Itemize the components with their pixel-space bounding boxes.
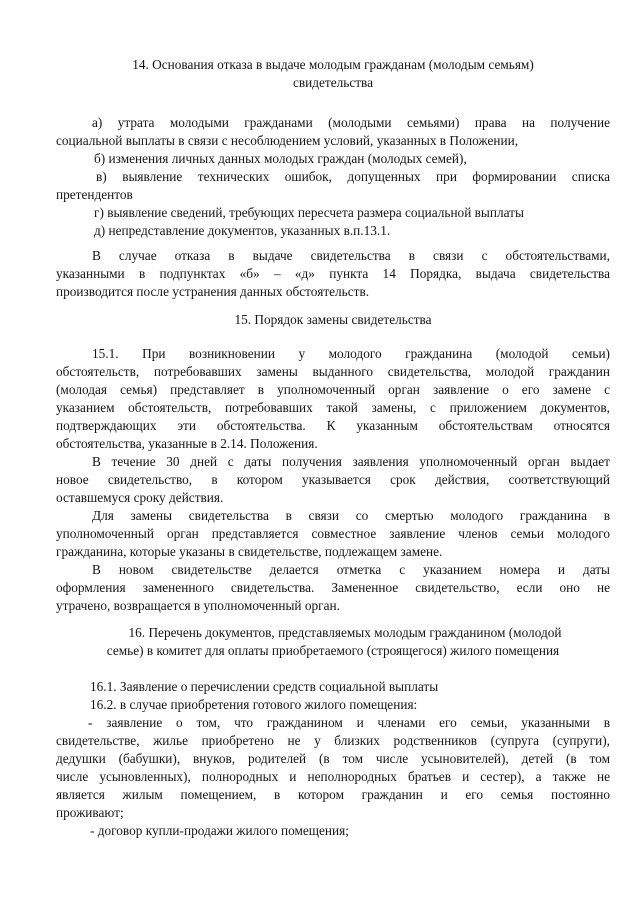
section-16-heading-line-1: 16. Перечень документов, представляемых молодым гражданином (молодой bbox=[128, 625, 562, 640]
p15-1-line-4: указанием обстоятельств, потребовавших такой замены, с приложением документов, bbox=[56, 400, 610, 415]
p15-2-line-2: новое свидетельство, в котором указывается срок действия, соответствующий bbox=[56, 472, 610, 487]
p15-3-line-1: Для замены свидетельства в связи со смертью молодого гражданина в bbox=[92, 508, 610, 523]
p16-2: 16.2. в случае приобретения готового жилого помещения: bbox=[90, 697, 418, 712]
p15-3-line-3: гражданина, которые указаны в свидетельстве, подлежащем замене. bbox=[56, 544, 443, 559]
item-g: г) выявление сведений, требующих пересчета размера социальной выплаты bbox=[94, 205, 524, 220]
item-d: д) непредставление документов, указанных в.п.13.1. bbox=[94, 223, 391, 238]
p16-4: - договор купли-продажи жилого помещения; bbox=[90, 823, 349, 838]
item-a-line-1: а) утрата молодыми гражданами (молодыми семьями) права на получение bbox=[92, 115, 610, 130]
item-v-line-1: в) выявление технических ошибок, допущенных при формировании списка bbox=[96, 169, 610, 184]
p16-3-line-2: свидетельстве, жилье приобретено не у близких родственников (супруга (супруги), bbox=[56, 733, 610, 748]
p15-1-line-6: обстоятельства, указанные в 2.14. Положения. bbox=[56, 436, 318, 451]
p15-1-line-3: (молодая семья) представляет в уполномоченный орган заявление о его замене с bbox=[56, 382, 610, 397]
p15-2-line-1: В течение 30 дней с даты получения заявления уполномоченный орган выдает bbox=[92, 454, 610, 469]
p16-3-line-5: является жилым помещением, в котором гражданин и его семья постоянно bbox=[56, 787, 610, 802]
p16-3-line-3: дедушки (бабушки), внуков, родителей (в том числе усыновителей), детей (в том bbox=[56, 751, 610, 766]
item-a-line-2: социальной выплаты в связи с несоблюдением условий, указанных в Положении, bbox=[56, 133, 519, 148]
section-14-heading-line-1: 14. Основания отказа в выдаче молодым гражданам (молодым семьям) bbox=[132, 57, 534, 72]
p15-1-line-5: подтверждающих эти обстоятельства. К указанным обстоятельствам относятся bbox=[56, 418, 610, 433]
refusal-line-1: В случае отказа в выдаче свидетельства в связи с обстоятельствами, bbox=[92, 248, 610, 263]
refusal-line-2: указанными в подпунктах «б» – «д» пункта 14 Порядка, выдача свидетельства bbox=[56, 266, 610, 281]
p16-3-line-4: числе усыновленных), полнородных и неполнородных братьев и сестер), а также не bbox=[56, 769, 610, 784]
p15-2-line-3: оставшемуся сроку действия. bbox=[56, 490, 224, 505]
section-16-heading-line-2: семье) в комитет для оплаты приобретаемого (строящегося) жилого помещения bbox=[106, 643, 560, 658]
p15-3-line-2: уполномоченный орган представляется совместное заявление членов семьи молодого bbox=[56, 526, 610, 541]
p15-1-line-1: 15.1. При возникновении у молодого гражданина (молодой семьи) bbox=[92, 346, 610, 361]
p15-4-line-2: оформления замененного свидетельства. Замененное свидетельство, если оно не bbox=[56, 580, 610, 595]
p16-1: 16.1. Заявление о перечислении средств социальной выплаты bbox=[90, 679, 439, 694]
section-14-heading-line-2: свидетельства bbox=[292, 75, 374, 90]
item-v-line-2: претендентов bbox=[56, 187, 133, 202]
item-b: б) изменения личных данных молодых граждан (молодых семей), bbox=[94, 151, 467, 166]
refusal-line-3: производится после устранения данных обстоятельств. bbox=[56, 284, 370, 299]
section-15-heading: 15. Порядок замены свидетельства bbox=[234, 312, 432, 327]
p15-4-line-1: В новом свидетельстве делается отметка с указанием номера и даты bbox=[92, 562, 610, 577]
p15-1-line-2: обстоятельств, потребовавших замены выданного свидетельства, молодой гражданин bbox=[56, 364, 610, 379]
p16-3-line-6: проживают; bbox=[56, 805, 124, 820]
p15-4-line-3: утрачено, возвращается в уполномоченный орган. bbox=[56, 598, 340, 613]
p16-3-line-1: - заявление о том, что гражданином и членами его семьи, указанными в bbox=[88, 715, 610, 730]
